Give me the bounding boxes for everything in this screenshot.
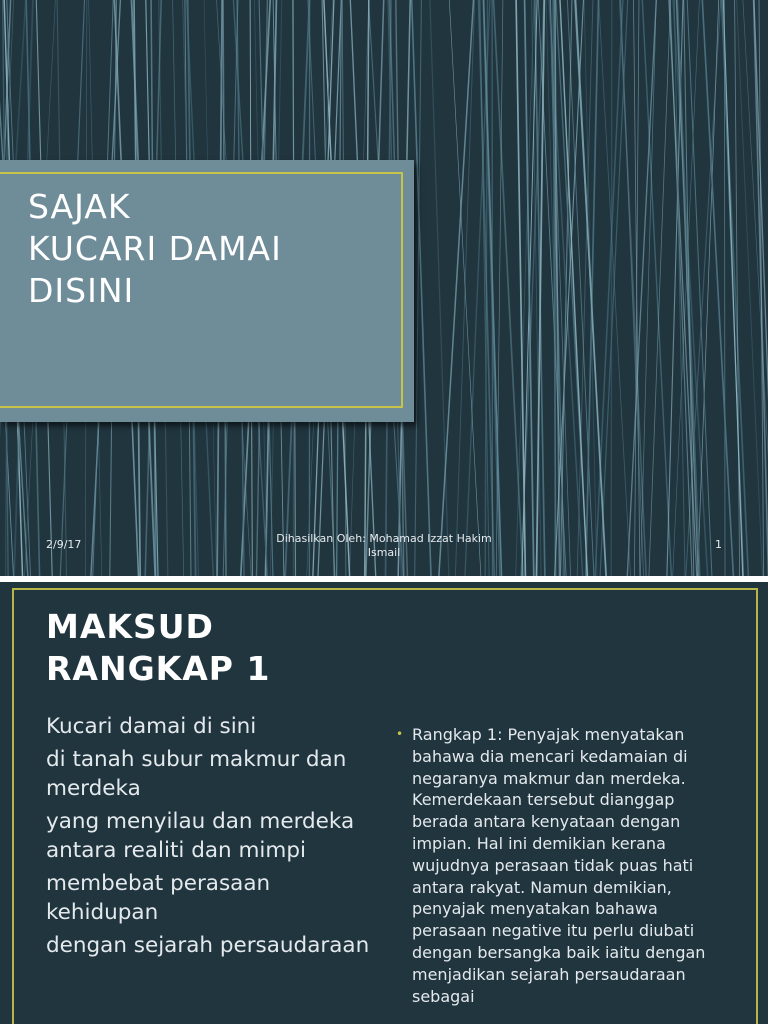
rain-line	[754, 0, 768, 576]
rain-line	[494, 0, 524, 576]
rain-line	[611, 0, 612, 576]
rain-line	[595, 0, 623, 576]
poem-line: Kucari damai di sini	[46, 714, 257, 739]
rain-line	[600, 0, 628, 576]
heading-line: MAKSUD	[46, 607, 214, 646]
poem-stanza	[46, 712, 376, 964]
rain-line	[723, 0, 742, 576]
rain-line	[599, 0, 631, 576]
title-line: KUCARI DAMAI	[28, 229, 282, 268]
heading-line: RANGKAP 1	[46, 649, 271, 688]
title-line: DISINI	[28, 271, 135, 310]
rain-line	[673, 0, 708, 576]
footer-author-line: Ismail	[367, 546, 401, 559]
rain-line	[669, 0, 697, 576]
slide-title	[28, 186, 282, 312]
rain-line	[415, 0, 422, 576]
slide-heading	[46, 606, 270, 690]
rain-line	[412, 0, 431, 576]
bullet-icon: •	[396, 727, 404, 741]
poem-line: dengan sejarah persaudaraan	[46, 933, 370, 958]
explanation-text: Rangkap 1: Penyajak menyatakan bahawa dia mencari kedamaian di negaranya makmur dan merdeka. Kemerdekaan tersebut dianggap berada antara kenyataan dengan impian. Hal ini demikian kerana wujudnya perasaan tidak puas hati antara rakyat. Namun demikian, penyajak menyatakan bahawa perasaan negative itu perlu diubati dengan bersangka baik iaitu dengan menjadikan sejarah persaudaraan sebagai	[412, 725, 706, 1006]
rain-line	[724, 0, 725, 576]
rain-line	[586, 0, 599, 576]
poem-line: di tanah subur makmur dan merdeka	[46, 747, 347, 801]
rain-line	[635, 0, 640, 576]
content-slide	[0, 582, 768, 1024]
rain-line	[560, 0, 587, 576]
explanation-list	[396, 724, 728, 1007]
rain-line	[430, 0, 449, 576]
rain-line	[449, 0, 481, 576]
rain-line	[640, 0, 656, 576]
slide-number: 1	[715, 538, 722, 551]
footer-author-line: Dihasilkan Oleh: Mohamad Izzat Hakim	[276, 532, 492, 545]
footer-date: 2/9/17	[46, 538, 82, 551]
poem-line: yang menyilau dan merdeka antara realiti dan mimpi	[46, 809, 355, 863]
title-line: SAJAK	[28, 187, 131, 226]
poem-line: membebat perasaan kehidupan	[46, 871, 271, 925]
rain-line	[702, 0, 733, 576]
footer-author	[250, 532, 518, 560]
